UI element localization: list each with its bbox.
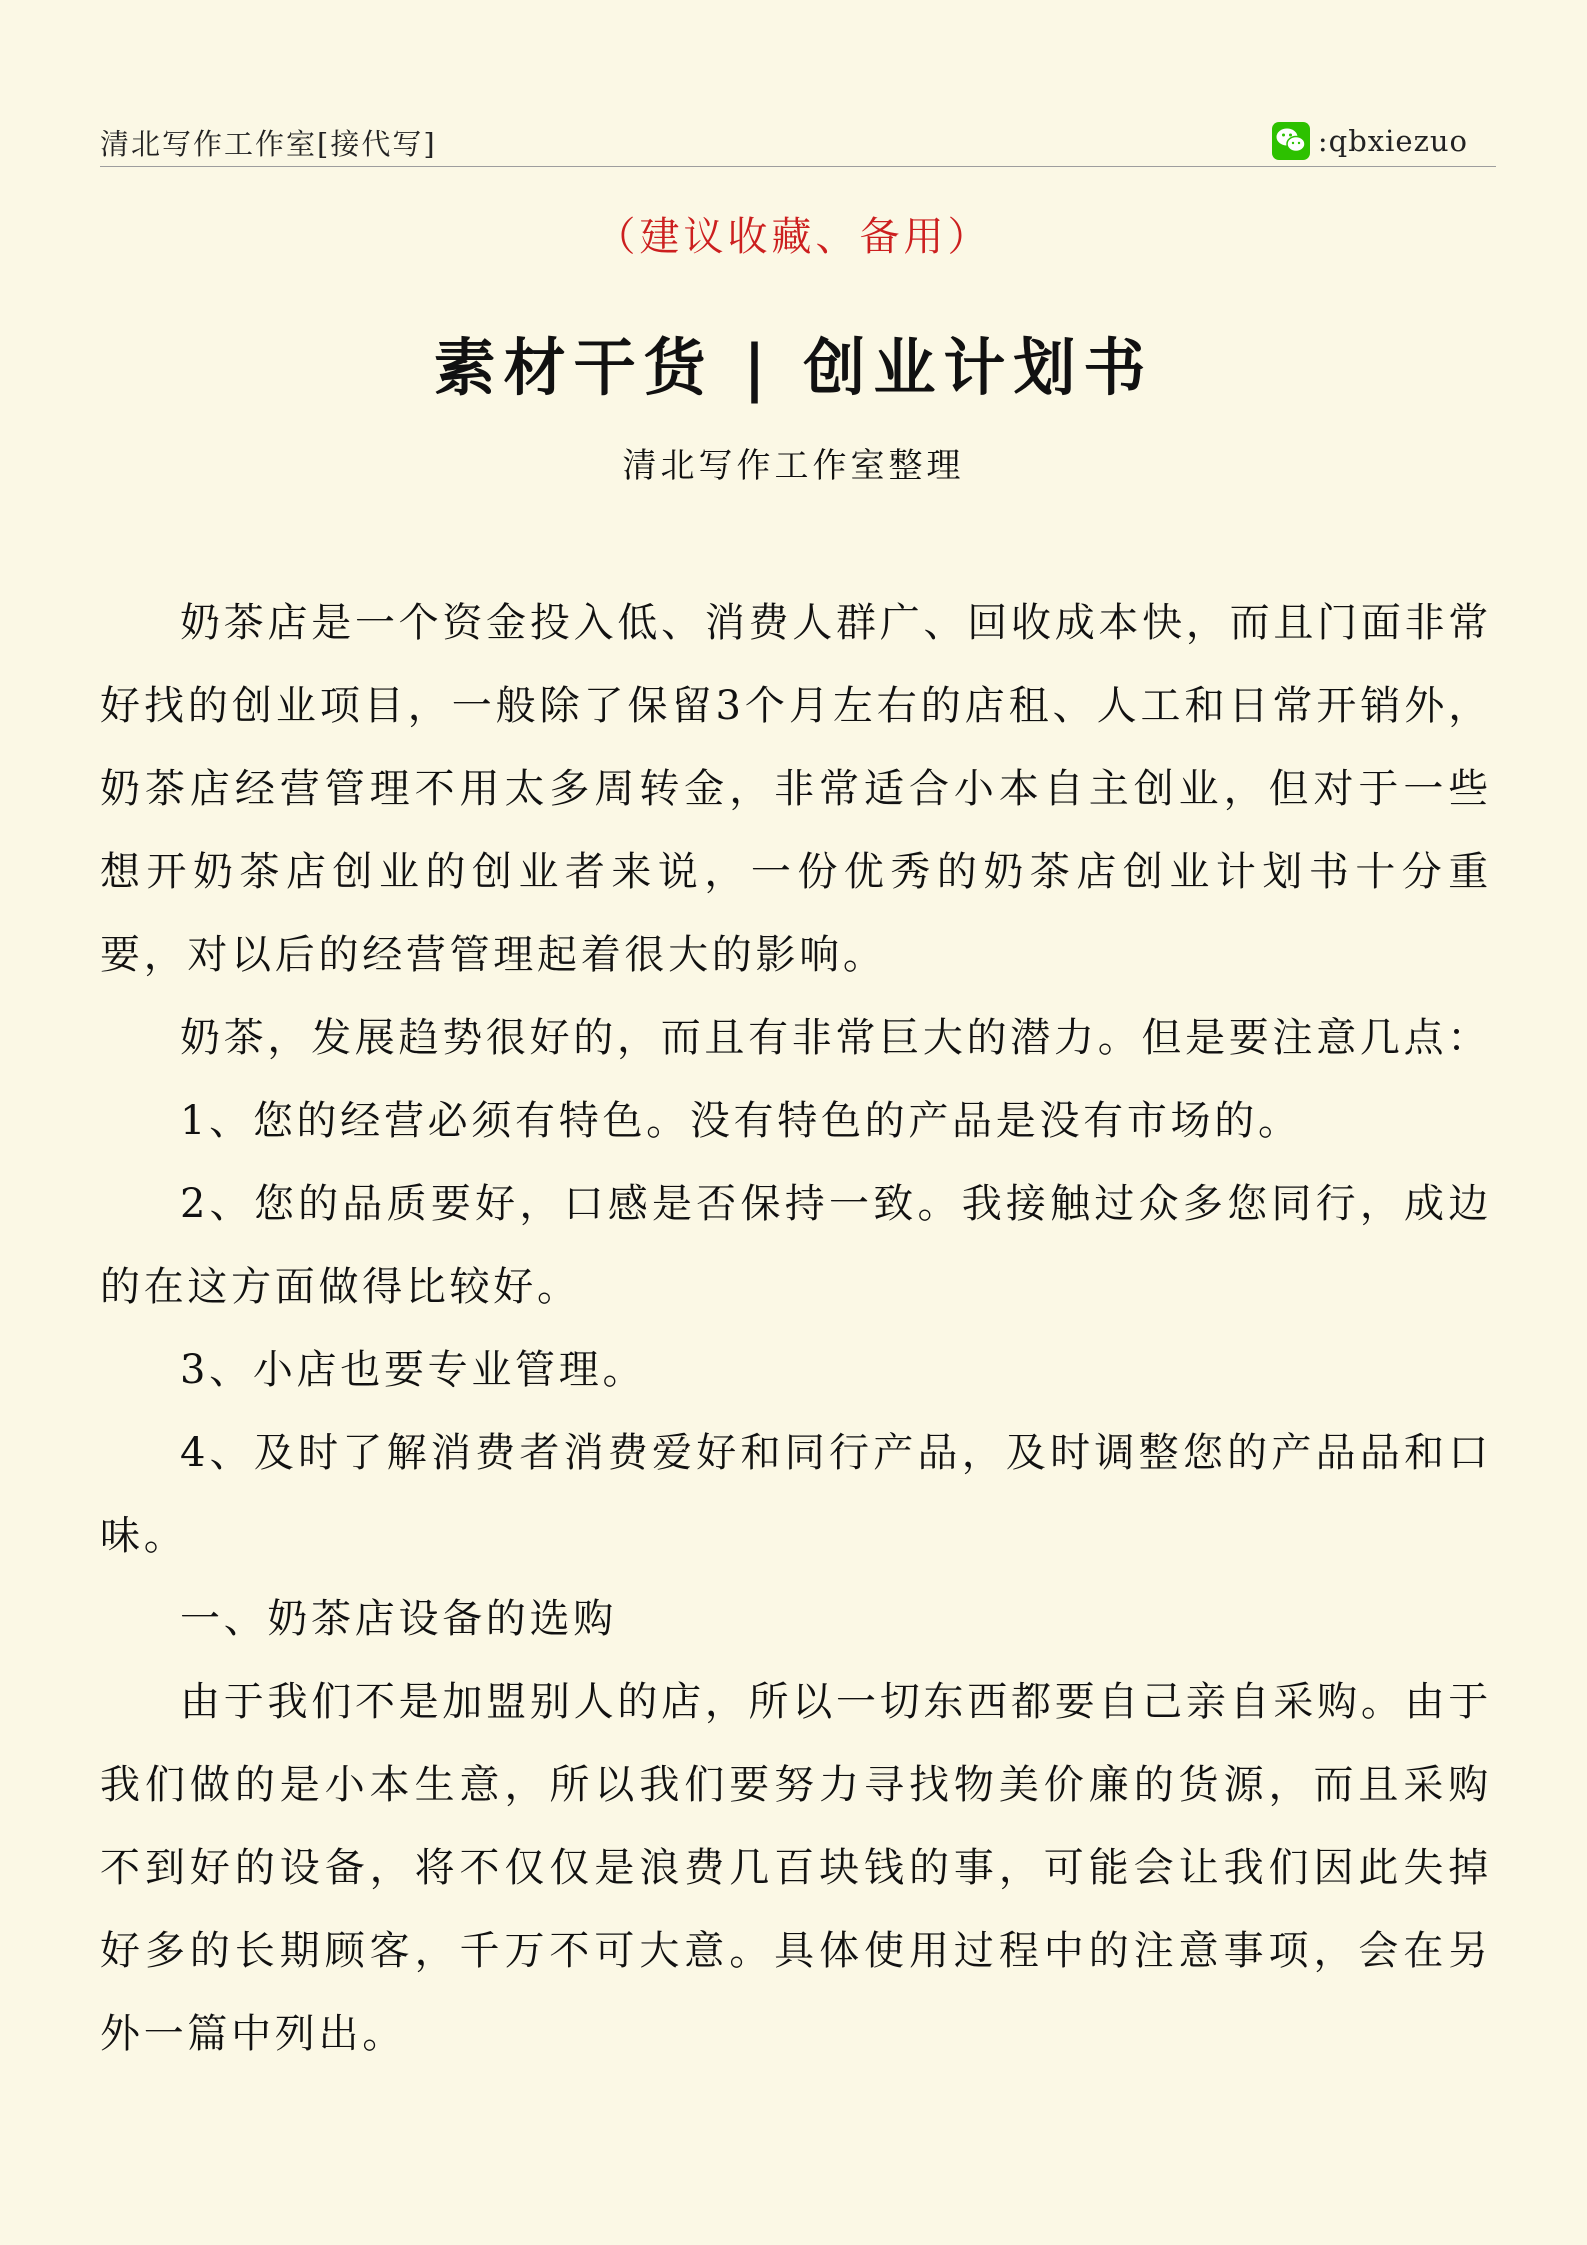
header-studio-name: 清北写作工作室[接代写] — [100, 127, 437, 161]
wechat-id: :qbxiezuo — [1317, 124, 1468, 158]
list-item: 4、及时了解消费者消费爱好和同行产品，及时调整您的产品品和口味。 — [100, 1430, 1492, 1559]
section-heading: 一、奶茶店设备的选购 — [180, 1596, 617, 1642]
document-body — [100, 582, 1492, 2076]
body-paragraph: 奶茶，发展趋势很好的，而且有非常巨大的潜力。但是要注意几点： — [180, 1015, 1491, 1061]
list-item: 3、小店也要专业管理。 — [180, 1347, 647, 1393]
header-wechat-contact — [1272, 122, 1468, 160]
wechat-icon — [1272, 122, 1310, 160]
list-item: 1、您的经营必须有特色。没有特色的产品是没有市场的。 — [180, 1098, 1302, 1144]
document-title: 素材干货 | 创业计划书 — [433, 331, 1154, 404]
bookmark-note: （建议收藏、备用） — [595, 214, 992, 260]
body-paragraph: 奶茶店是一个资金投入低、消费人群广、回收成本快，而且门面非常好找的创业项目，一般除了保留3个月左右的店租、人工和日常开销外，奶茶店经营管理不用太多周转金，非常适合小本自主创业，但对于一些想开奶茶店创业的创业者来说，一份优秀的奶茶店创业计划书十分重要，对以后的经营管理起着很大的影响。 — [100, 600, 1492, 978]
document-subtitle: 清北写作工作室整理 — [622, 446, 965, 486]
page-header — [100, 120, 1496, 167]
body-paragraph: 由于我们不是加盟别人的店，所以一切东西都要自己亲自采购。由于我们做的是小本生意，所以我们要努力寻找物美价廉的货源，而且采购不到好的设备，将不仅仅是浪费几百块钱的事，可能会让我们因此失掉好多的长期顾客，千万不可大意。具体使用过程中的注意事项，会在另外一篇中列出。 — [100, 1679, 1492, 2057]
list-item: 2、您的品质要好，口感是否保持一致。我接触过众多您同行，成边的在这方面做得比较好。 — [100, 1181, 1492, 1310]
